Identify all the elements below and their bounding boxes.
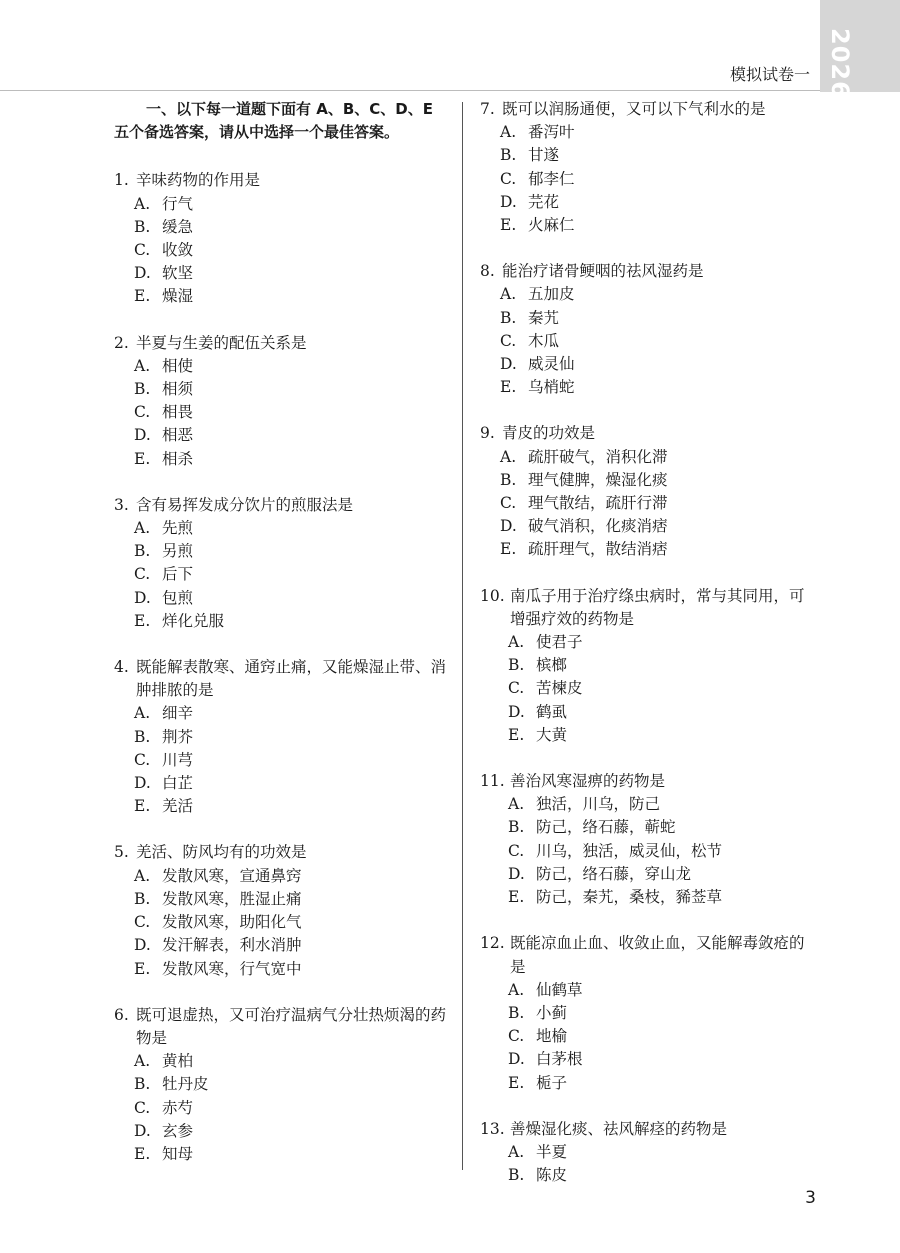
option-text: 芫花: [528, 192, 560, 211]
option-letter: E.: [500, 216, 517, 235]
option-item: [114, 772, 450, 795]
question-stem: [480, 585, 810, 631]
option-letter: A.: [508, 633, 525, 652]
option-text: 郁李仁: [528, 169, 575, 188]
option-letter: C.: [508, 1027, 525, 1046]
option-item: [480, 631, 810, 654]
question-number: 13.: [480, 1119, 505, 1138]
year-label: 2026: [826, 28, 854, 99]
question-stem: [480, 422, 810, 445]
option-letter: D.: [134, 588, 151, 607]
option-text: 发散风寒，胜湿止痛: [162, 889, 302, 908]
question-item: [114, 656, 450, 818]
option-text: 番泻叶: [528, 123, 575, 142]
option-text: 知母: [162, 1144, 194, 1163]
option-text: 川乌，独活，威灵仙，松节: [536, 841, 723, 860]
question-number: 4.: [114, 658, 129, 677]
option-item: [480, 701, 810, 724]
page-header-title: 模拟试卷一: [729, 65, 810, 84]
option-text: 包煎: [162, 588, 194, 607]
option-item: [480, 1002, 810, 1025]
option-text: 使君子: [536, 633, 583, 652]
option-item: [480, 446, 810, 469]
option-item: [480, 1164, 810, 1187]
page-number: 3: [805, 1188, 816, 1208]
question-text: 既能凉血止血、收敛止血，又能解毒敛疮的是: [510, 934, 805, 976]
option-item: [480, 654, 810, 677]
option-text: 理气散结，疏肝行滞: [528, 494, 668, 513]
question-item: [480, 422, 810, 561]
option-letter: A.: [134, 704, 151, 723]
option-item: [114, 424, 450, 447]
option-text: 破气消积，化痰消痞: [528, 517, 668, 536]
option-text: 相杀: [162, 449, 194, 468]
option-text: 荆芥: [162, 727, 194, 746]
option-text: 发散风寒，宣通鼻窍: [162, 866, 302, 885]
option-text: 小蓟: [536, 1003, 568, 1022]
option-text: 防己，秦艽，桑枝，豨莶草: [536, 888, 723, 907]
option-letter: B.: [508, 818, 525, 837]
option-item: [114, 216, 450, 239]
option-letter: A.: [500, 123, 517, 142]
option-text: 黄柏: [162, 1052, 194, 1071]
option-letter: A.: [134, 866, 151, 885]
option-text: 防己，络石藤，蕲蛇: [536, 818, 676, 837]
option-text: 鹤虱: [536, 702, 568, 721]
option-item: [114, 888, 450, 911]
option-text: 相须: [162, 380, 194, 399]
option-item: [114, 911, 450, 934]
option-text: 软坚: [162, 264, 194, 283]
question-stem: [114, 332, 450, 355]
question-text: 南瓜子用于治疗绦虫病时，常与其同用，可增强疗效的药物是: [510, 586, 805, 628]
option-item: [114, 262, 450, 285]
option-letter: D.: [134, 1121, 151, 1140]
option-item: [114, 401, 450, 424]
option-item: [480, 538, 810, 561]
question-number: 5.: [114, 843, 129, 862]
option-item: [480, 469, 810, 492]
option-item: [114, 378, 450, 401]
option-item: [480, 1048, 810, 1071]
question-number: 1.: [114, 171, 129, 190]
option-text: 苦楝皮: [536, 679, 583, 698]
option-item: [480, 376, 810, 399]
option-letter: B.: [508, 656, 525, 675]
option-item: [480, 1141, 810, 1164]
option-text: 疏肝理气，散结消痞: [528, 540, 668, 559]
option-letter: C.: [134, 913, 151, 932]
question-text: 辛味药物的作用是: [136, 171, 261, 190]
option-text: 玄参: [162, 1121, 194, 1140]
option-text: 火麻仁: [528, 216, 575, 235]
question-number: 3.: [114, 495, 129, 514]
question-stem: [480, 98, 810, 121]
option-letter: B.: [500, 308, 517, 327]
option-letter: D.: [134, 936, 151, 955]
option-item: [480, 979, 810, 1002]
question-item: [114, 494, 450, 633]
option-item: [114, 702, 450, 725]
question-number: 12.: [480, 934, 505, 953]
option-letter: C.: [134, 1098, 151, 1117]
question-item: [114, 841, 450, 980]
right-column: [480, 98, 810, 1210]
header-rule: [0, 90, 820, 91]
question-text: 半夏与生姜的配伍关系是: [136, 333, 307, 352]
option-text: 牡丹皮: [162, 1075, 209, 1094]
option-letter: B.: [508, 1003, 525, 1022]
option-letter: D.: [500, 355, 517, 374]
option-text: 威灵仙: [528, 355, 575, 374]
option-letter: E.: [500, 378, 517, 397]
option-text: 细辛: [162, 704, 194, 723]
option-text: 收敛: [162, 241, 194, 260]
option-letter: E.: [508, 888, 525, 907]
option-item: [480, 144, 810, 167]
option-text: 后下: [162, 565, 194, 584]
question-item: [114, 332, 450, 471]
option-item: [480, 840, 810, 863]
option-item: [480, 214, 810, 237]
option-letter: B.: [134, 1075, 151, 1094]
option-item: [114, 540, 450, 563]
option-text: 槟榔: [536, 656, 568, 675]
option-letter: A.: [134, 1052, 151, 1071]
option-text: 半夏: [536, 1142, 568, 1161]
option-letter: C.: [134, 750, 151, 769]
option-letter: C.: [500, 331, 517, 350]
question-stem: [114, 656, 450, 702]
question-stem: [480, 1118, 810, 1141]
option-text: 秦艽: [528, 308, 560, 327]
option-item: [114, 448, 450, 471]
option-text: 先煎: [162, 519, 194, 538]
option-letter: C.: [134, 403, 151, 422]
option-item: [480, 816, 810, 839]
question-item: [480, 1118, 810, 1188]
option-item: [480, 353, 810, 376]
side-tab: [820, 0, 900, 99]
question-stem: [114, 1004, 450, 1050]
option-item: [114, 934, 450, 957]
option-item: [114, 1050, 450, 1073]
option-letter: D.: [134, 264, 151, 283]
option-item: [480, 121, 810, 144]
question-stem: [480, 932, 810, 978]
option-letter: B.: [134, 889, 151, 908]
option-letter: E.: [134, 797, 151, 816]
option-item: [480, 677, 810, 700]
option-letter: B.: [134, 727, 151, 746]
option-text: 栀子: [536, 1073, 568, 1092]
option-text: 甘遂: [528, 146, 560, 165]
question-item: [480, 585, 810, 747]
question-item: [480, 98, 810, 237]
option-letter: D.: [134, 426, 151, 445]
option-letter: E.: [134, 1144, 151, 1163]
option-letter: E.: [134, 287, 151, 306]
section-instruction: 一、以下每一道题下面有 A、B、C、D、E 五个备选答案，请从中选择一个最佳答案。: [114, 100, 433, 142]
question-number: 6.: [114, 1005, 129, 1024]
option-text: 发汗解表，利水消肿: [162, 936, 302, 955]
option-text: 燥湿: [162, 287, 194, 306]
question-text: 既能解表散寒、通窍止痛，又能燥湿止带、消肿排脓的是: [136, 658, 447, 700]
option-item: [114, 795, 450, 818]
question-number: 11.: [480, 772, 505, 791]
option-letter: D.: [508, 1050, 525, 1069]
option-text: 另煎: [162, 542, 194, 561]
question-text: 善治风寒湿痹的药物是: [510, 772, 666, 791]
question-text: 善燥湿化痰、祛风解痉的药物是: [510, 1119, 728, 1138]
option-item: [480, 886, 810, 909]
question-stem: [480, 260, 810, 283]
question-item: [480, 260, 810, 399]
option-letter: A.: [508, 795, 525, 814]
option-text: 羌活: [162, 797, 194, 816]
option-item: [480, 515, 810, 538]
option-letter: D.: [134, 774, 151, 793]
option-letter: A.: [134, 519, 151, 538]
option-text: 白芷: [162, 774, 194, 793]
option-letter: C.: [500, 169, 517, 188]
option-item: [114, 1073, 450, 1096]
option-letter: D.: [508, 864, 525, 883]
option-item: [114, 749, 450, 772]
question-item: [114, 169, 450, 308]
option-item: [114, 1120, 450, 1143]
option-item: [480, 1025, 810, 1048]
option-item: [114, 610, 450, 633]
question-number: 9.: [480, 424, 495, 443]
option-letter: A.: [508, 1142, 525, 1161]
option-text: 乌梢蛇: [528, 378, 575, 397]
option-item: [114, 1143, 450, 1166]
option-text: 烊化兑服: [162, 611, 225, 630]
option-letter: C.: [134, 565, 151, 584]
option-letter: A.: [500, 447, 517, 466]
option-letter: E.: [134, 449, 151, 468]
option-item: [114, 865, 450, 888]
option-letter: E.: [508, 1073, 525, 1092]
option-letter: C.: [508, 679, 525, 698]
option-letter: B.: [134, 217, 151, 236]
question-text: 既可以润肠通便，又可以下气利水的是: [502, 100, 766, 118]
question-text: 含有易挥发成分饮片的煎服法是: [136, 495, 354, 514]
option-text: 理气健脾，燥湿化痰: [528, 470, 668, 489]
question-item: [480, 932, 810, 1094]
option-item: [480, 168, 810, 191]
option-item: [480, 191, 810, 214]
option-text: 陈皮: [536, 1166, 568, 1185]
option-item: [480, 307, 810, 330]
option-letter: B.: [134, 542, 151, 561]
option-item: [480, 1072, 810, 1095]
question-text: 既可退虚热，又可治疗温病气分壮热烦渴的药物是: [136, 1005, 447, 1047]
option-text: 相恶: [162, 426, 194, 445]
option-item: [480, 724, 810, 747]
option-item: [480, 863, 810, 886]
option-text: 木瓜: [528, 331, 560, 350]
option-text: 缓急: [162, 217, 194, 236]
option-text: 赤芍: [162, 1098, 194, 1117]
option-item: [114, 958, 450, 981]
option-text: 独活，川乌，防己: [536, 795, 661, 814]
question-text: 青皮的功效是: [502, 424, 596, 443]
option-letter: E.: [508, 725, 525, 744]
option-text: 仙鹤草: [536, 980, 583, 999]
option-item: [114, 355, 450, 378]
option-text: 发散风寒，行气宽中: [162, 959, 302, 978]
option-letter: B.: [134, 380, 151, 399]
option-item: [114, 517, 450, 540]
question-stem: [480, 770, 810, 793]
left-column: [114, 98, 450, 1189]
option-letter: E.: [134, 959, 151, 978]
option-text: 发散风寒，助阳化气: [162, 913, 302, 932]
option-text: 疏肝破气，消积化滞: [528, 447, 668, 466]
option-item: [114, 285, 450, 308]
option-item: [114, 726, 450, 749]
option-letter: A.: [134, 356, 151, 375]
option-item: [480, 492, 810, 515]
question-stem: [114, 494, 450, 517]
option-letter: B.: [500, 146, 517, 165]
option-letter: D.: [500, 192, 517, 211]
option-letter: D.: [508, 702, 525, 721]
question-number: 8.: [480, 262, 495, 281]
question-text: 羌活、防风均有的功效是: [136, 843, 307, 862]
question-number: 7.: [480, 100, 495, 118]
question-number: 10.: [480, 586, 505, 605]
option-text: 行气: [162, 194, 194, 213]
option-item: [114, 239, 450, 262]
column-divider: [462, 102, 463, 1170]
question-number: 2.: [114, 333, 129, 352]
option-text: 相畏: [162, 403, 194, 422]
option-item: [114, 1097, 450, 1120]
option-item: [480, 330, 810, 353]
option-item: [480, 283, 810, 306]
question-stem: [114, 841, 450, 864]
option-item: [114, 563, 450, 586]
question-item: [480, 770, 810, 909]
option-text: 防己，络石藤，穿山龙: [536, 864, 692, 883]
option-text: 五加皮: [528, 285, 575, 304]
option-letter: C.: [500, 494, 517, 513]
option-letter: C.: [508, 841, 525, 860]
option-letter: C.: [134, 241, 151, 260]
option-text: 相使: [162, 356, 194, 375]
option-text: 川芎: [162, 750, 194, 769]
option-item: [480, 793, 810, 816]
question-stem: [114, 169, 450, 192]
option-letter: A.: [134, 194, 151, 213]
question-item: [114, 1004, 450, 1166]
option-text: 大黄: [536, 725, 568, 744]
option-letter: B.: [508, 1166, 525, 1185]
option-letter: E.: [500, 540, 517, 559]
option-letter: A.: [500, 285, 517, 304]
option-text: 地榆: [536, 1027, 568, 1046]
question-text: 能治疗诸骨鲠咽的祛风湿药是: [502, 262, 704, 281]
option-item: [114, 193, 450, 216]
option-letter: A.: [508, 980, 525, 999]
option-letter: B.: [500, 470, 517, 489]
option-text: 白茅根: [536, 1050, 583, 1069]
option-item: [114, 587, 450, 610]
option-letter: D.: [500, 517, 517, 536]
option-letter: E.: [134, 611, 151, 630]
